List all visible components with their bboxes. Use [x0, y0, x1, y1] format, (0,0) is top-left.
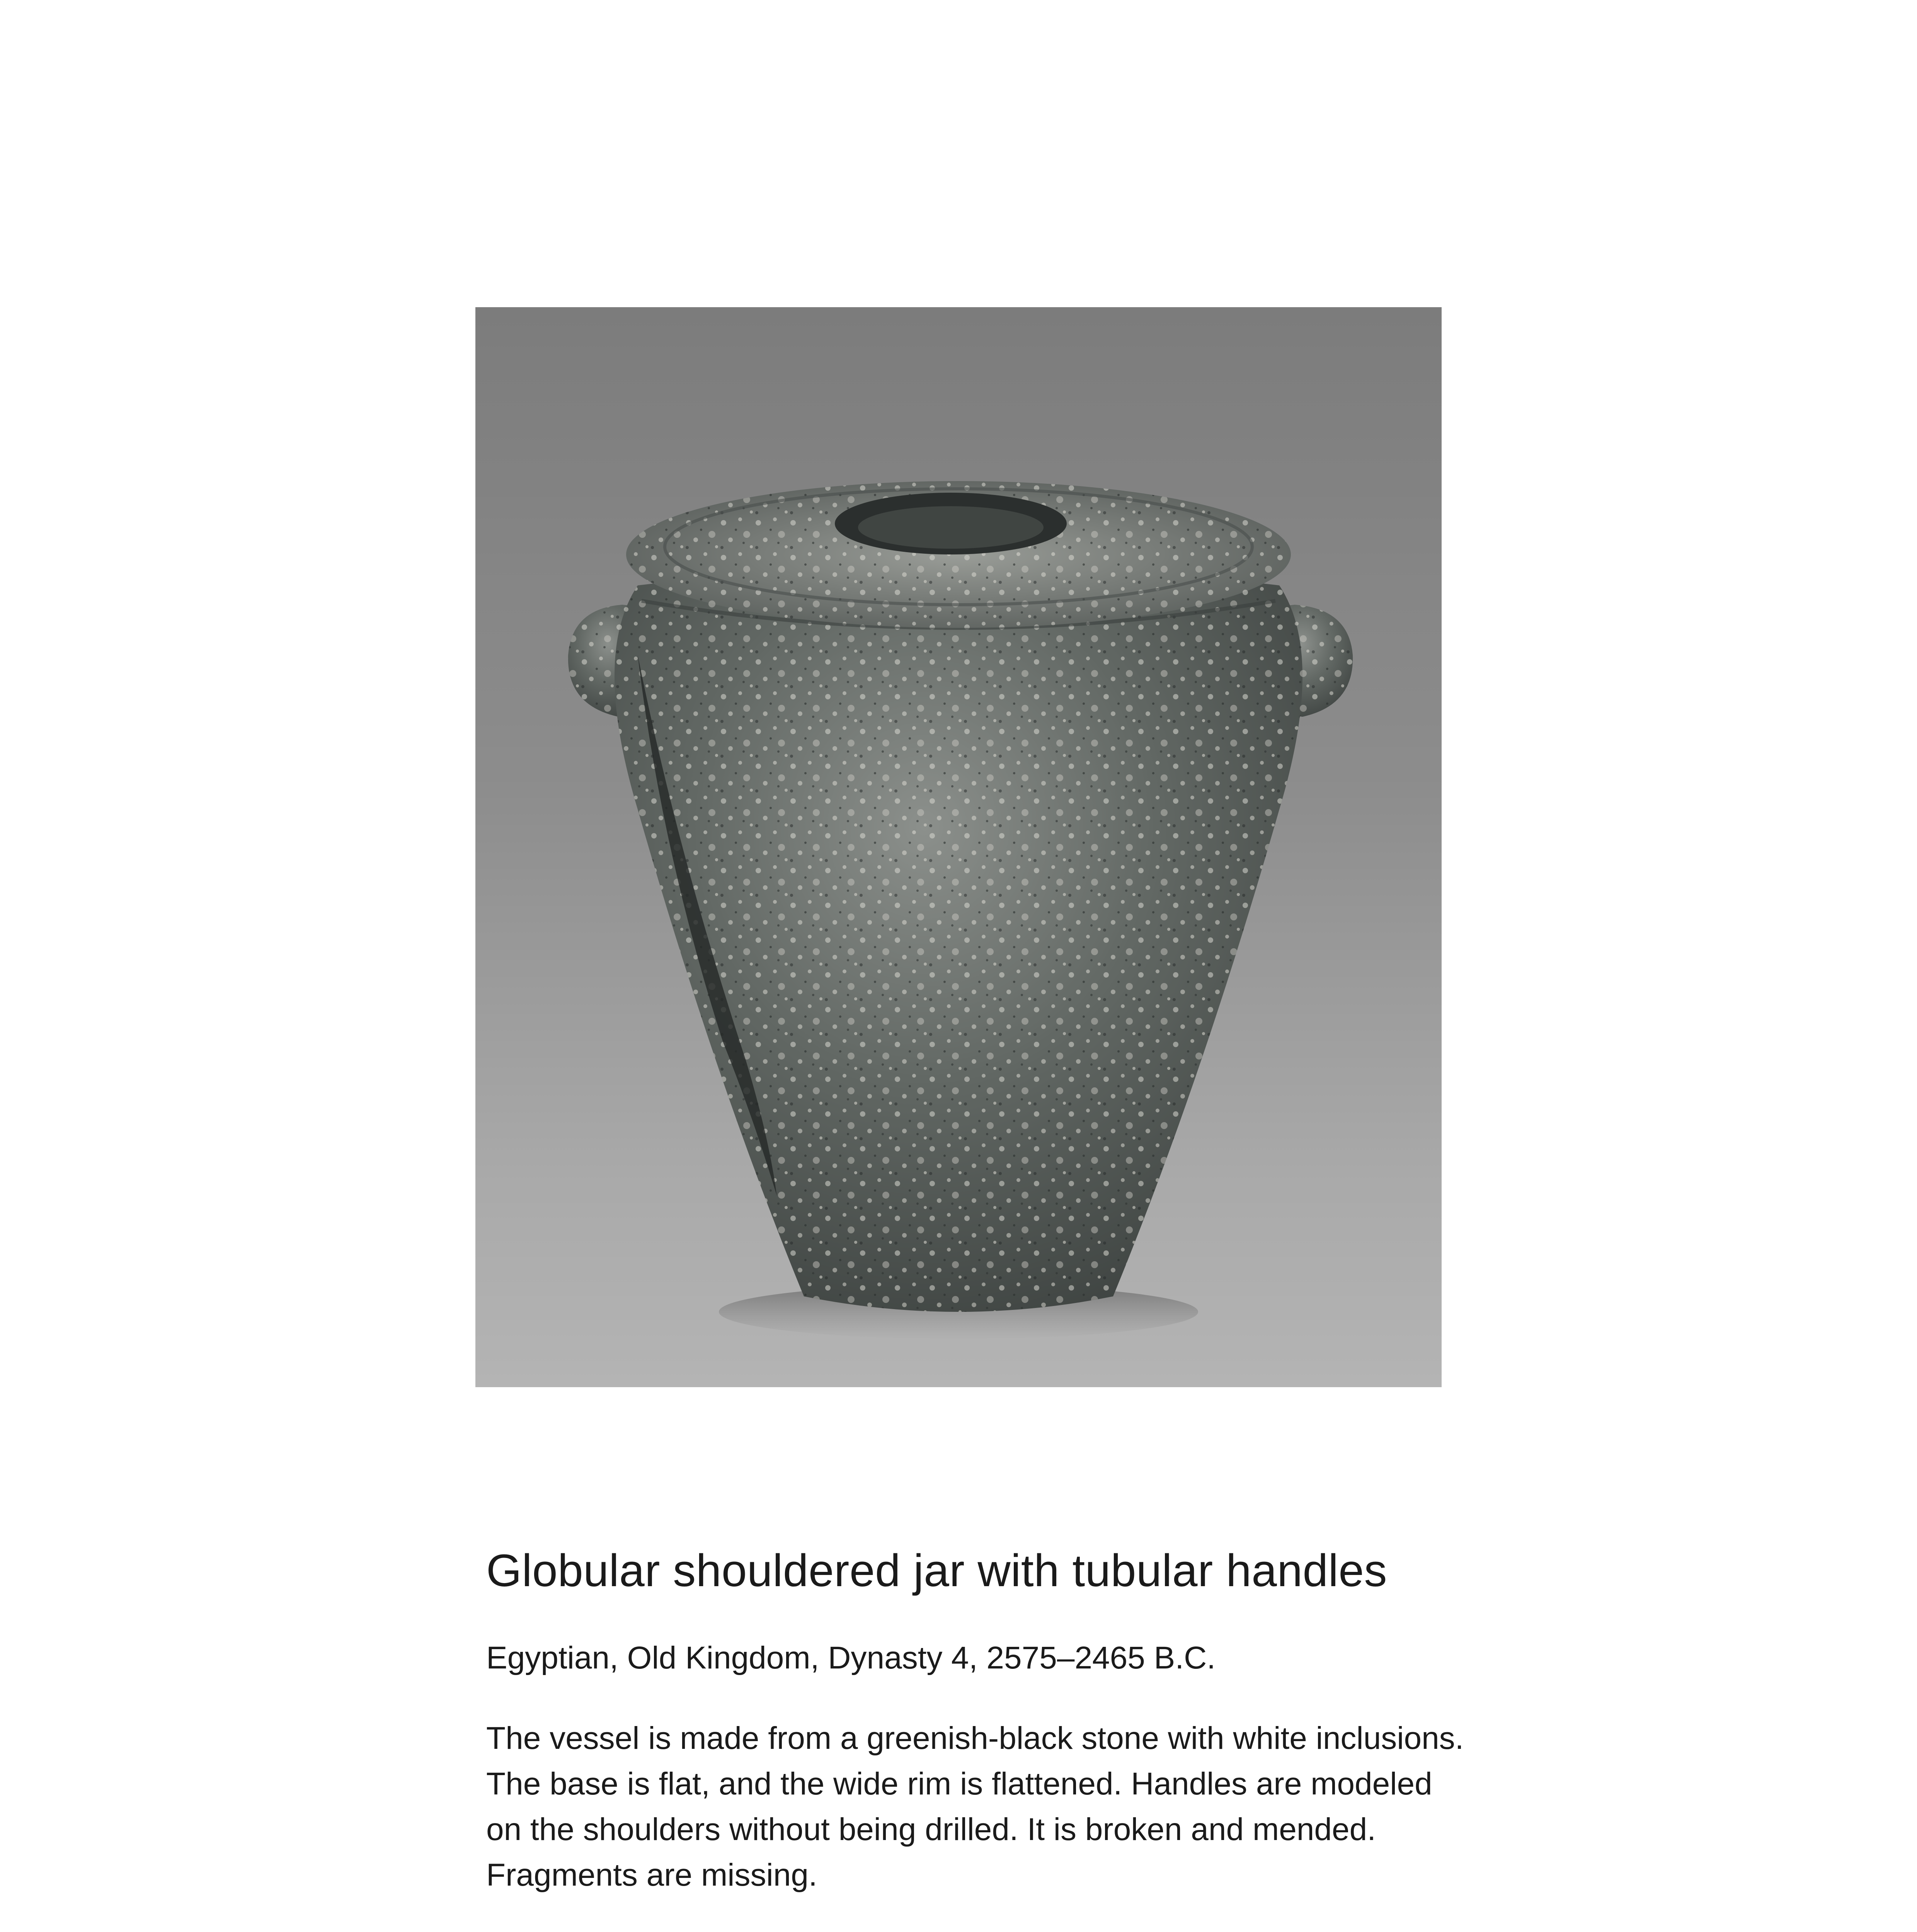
object-label	[486, 1544, 1476, 1932]
object-title: Globular shouldered jar with tubular handles	[486, 1545, 1387, 1596]
object-description: The vessel is made from a greenish-black stone with white inclusions. The base is flat, and the wide rim is flattened. Handles are modeled on the shoulders without being drilled. It is broken and mended. Fragments are missing.	[486, 1720, 1464, 1893]
culture-period: Egyptian, Old Kingdom, Dynasty 4, 2575–2465 B.C.	[486, 1640, 1216, 1675]
stone-jar-illustration	[475, 307, 1442, 1387]
object-photo	[475, 307, 1442, 1387]
